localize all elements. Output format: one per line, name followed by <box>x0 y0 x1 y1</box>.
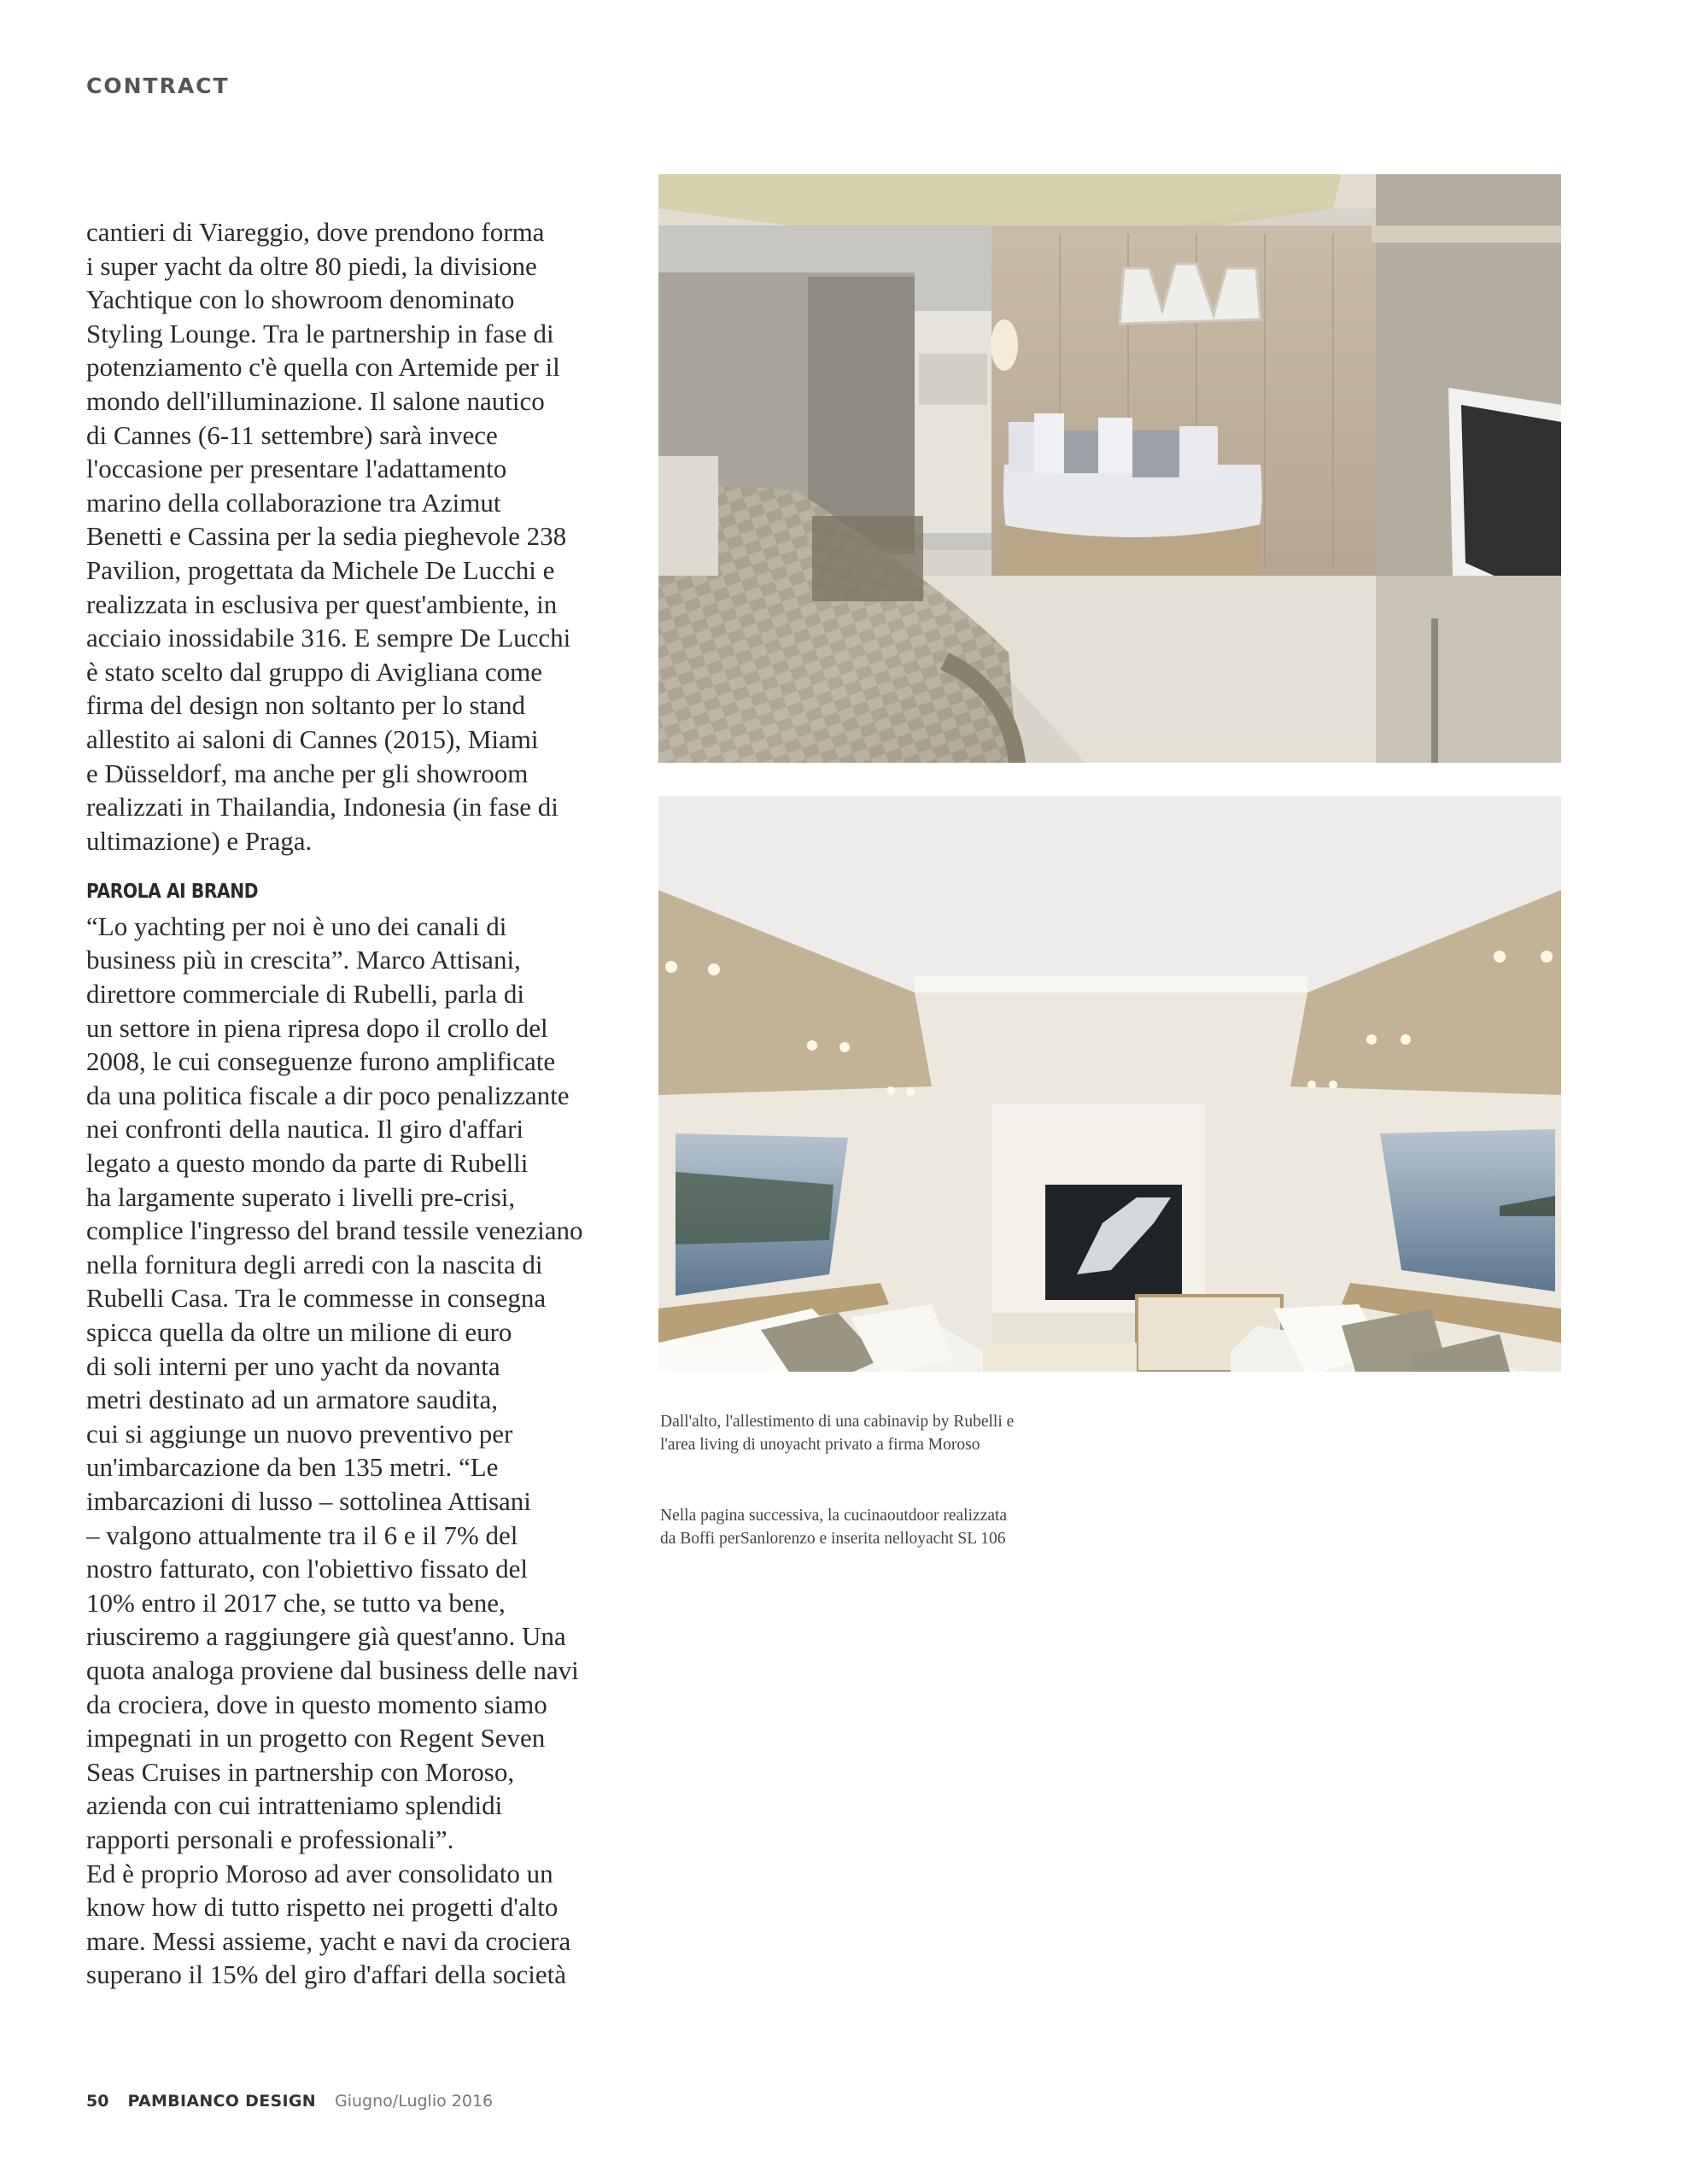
text-line: metri destinato ad un armatore saudita, <box>86 1385 499 1415</box>
page-number: 50 <box>86 2092 109 2111</box>
text-line: Yachtique con lo showroom denominato <box>86 284 515 315</box>
caption-line: Sanlorenzo e inserita nello <box>740 1529 918 1548</box>
text-line: Styling Lounge. Tra le partnership in fase di <box>86 318 554 348</box>
text-line: l'occasione per presentare l'adattamento <box>86 454 507 484</box>
caption-line: yacht SL 106 <box>917 1529 1006 1548</box>
text-line: Ed è proprio Moroso ad aver consolidato un <box>86 1858 553 1888</box>
caption-next-page <box>660 1505 1019 1550</box>
text-line: riusciremo a raggiungere già quest'anno. Una <box>86 1621 566 1652</box>
page-footer <box>86 2092 493 2111</box>
text-line: mare. Messi assieme, yacht e navi da crociera <box>86 1925 571 1956</box>
paragraph-1 <box>86 215 633 858</box>
text-line: da crociera, dove in questo momento siamo <box>86 1689 547 1719</box>
text-line: rapporti personali e professionali”. <box>86 1824 454 1854</box>
text-line: da una politica fiscale a dir poco penalizzante <box>86 1080 570 1110</box>
text-line: allestito ai saloni di Cannes (2015), Miami <box>86 723 539 754</box>
text-line: 10% entro il 2017 che, se tutto va bene, <box>86 1587 506 1618</box>
text-line: 2008, le cui conseguenze furono amplificate <box>86 1046 556 1077</box>
text-line: acciaio inossidabile 316. E sempre De Lucchi <box>86 623 571 653</box>
text-line: Pavilion, progettata da Michele De Lucchi e <box>86 554 555 585</box>
caption-line: vip by Rubelli e l'area living di uno <box>660 1413 1015 1454</box>
text-line: business più in crescita”. Marco Attisani, <box>86 945 521 975</box>
cabin-illustration <box>658 174 1561 763</box>
photo-vip-cabin <box>658 174 1561 763</box>
caption-line: yacht privato a firma Moroso <box>784 1435 980 1454</box>
text-line: impegnati in un progetto con Regent Seven <box>86 1723 546 1754</box>
text-line: è stato scelto dal gruppo di Avigliana come <box>86 656 543 687</box>
caption-line: outdoor realizzata da Boffi per <box>660 1507 1008 1548</box>
text-line: Benetti e Cassina per la sedia pieghevole 238 <box>86 521 567 552</box>
text-line: di soli interni per uno yacht da novanta <box>86 1350 500 1381</box>
text-line: realizzata in esclusiva per quest'ambiente, in <box>86 588 558 619</box>
text-line: superano il 15% del giro d'affari della società <box>86 1959 566 1990</box>
article-body <box>86 215 633 1992</box>
photo-living-area <box>658 796 1561 1372</box>
text-line: firma del design non soltanto per lo stand <box>86 690 525 721</box>
text-line: direttore commerciale di Rubelli, parla di <box>86 979 525 1010</box>
text-line: nei confronti della nautica. Il giro d'affari <box>86 1114 524 1145</box>
text-line: nella fornitura degli arredi con la nascita di <box>86 1249 543 1279</box>
text-line: – valgono attualmente tra il 6 e il 7% del <box>86 1519 518 1550</box>
text-line: “Lo yachting per noi è uno dei canali di <box>86 910 507 941</box>
text-line: marino della collaborazione tra Azimut <box>86 487 501 518</box>
text-line: complice l'ingresso del brand tessile veneziano <box>86 1215 583 1246</box>
text-line: un'imbarcazione da ben 135 metri. “Le <box>86 1452 499 1483</box>
text-line: nostro fatturato, con l'obiettivo fissato del <box>86 1554 528 1584</box>
text-line: quota analoga proviene dal business delle navi <box>86 1654 579 1685</box>
text-line: un settore in piena ripresa dopo il crollo del <box>86 1012 548 1043</box>
text-line: cantieri di Viareggio, dove prendono forma <box>86 217 545 247</box>
text-line: cui si aggiunge un nuovo preventivo per <box>86 1418 513 1449</box>
text-line: i super yacht da oltre 80 piedi, la divisione <box>86 250 537 281</box>
paragraph-3 <box>86 1857 633 1992</box>
text-line: legato a questo mondo da parte di Rubelli <box>86 1148 529 1179</box>
text-line: potenziamento c'è quella con Artemide per il <box>86 352 560 383</box>
magazine-name: PAMBIANCO DESIGN <box>127 2092 316 2111</box>
section-label: CONTRACT <box>86 73 230 98</box>
text-line: azienda con cui intratteniamo splendidi <box>86 1790 503 1821</box>
text-line: realizzati in Thailandia, Indonesia (in fase di <box>86 792 559 823</box>
issue-date: Giugno/Luglio 2016 <box>335 2092 494 2111</box>
caption-line: Nella pagina successiva, la cucina <box>660 1507 887 1525</box>
living-illustration <box>658 796 1561 1372</box>
text-line: Rubelli Casa. Tra le commesse in consegna <box>86 1283 547 1314</box>
text-line: ultimazione) e Praga. <box>86 825 313 856</box>
caption-photos <box>660 1411 1019 1456</box>
text-line: imbarcazioni di lusso – sottolinea Attisani <box>86 1485 531 1516</box>
paragraph-2 <box>86 910 633 1857</box>
text-line: mondo dell'illuminazione. Il salone nautico <box>86 385 545 416</box>
text-line: e Düsseldorf, ma anche per gli showroom <box>86 758 529 788</box>
caption-line: Dall'alto, l'allestimento di una cabina <box>660 1413 908 1431</box>
text-line: ha largamente superato i livelli pre-crisi, <box>86 1181 516 1212</box>
text-line: spicca quella da oltre un milione di euro <box>86 1317 512 1347</box>
text-line: Seas Cruises in partnership con Moroso, <box>86 1756 515 1787</box>
subheading: PAROLA AI BRAND <box>86 881 259 904</box>
text-line: know how di tutto rispetto nei progetti d'alto <box>86 1892 559 1923</box>
text-line: di Cannes (6-11 settembre) sarà invece <box>86 419 498 450</box>
